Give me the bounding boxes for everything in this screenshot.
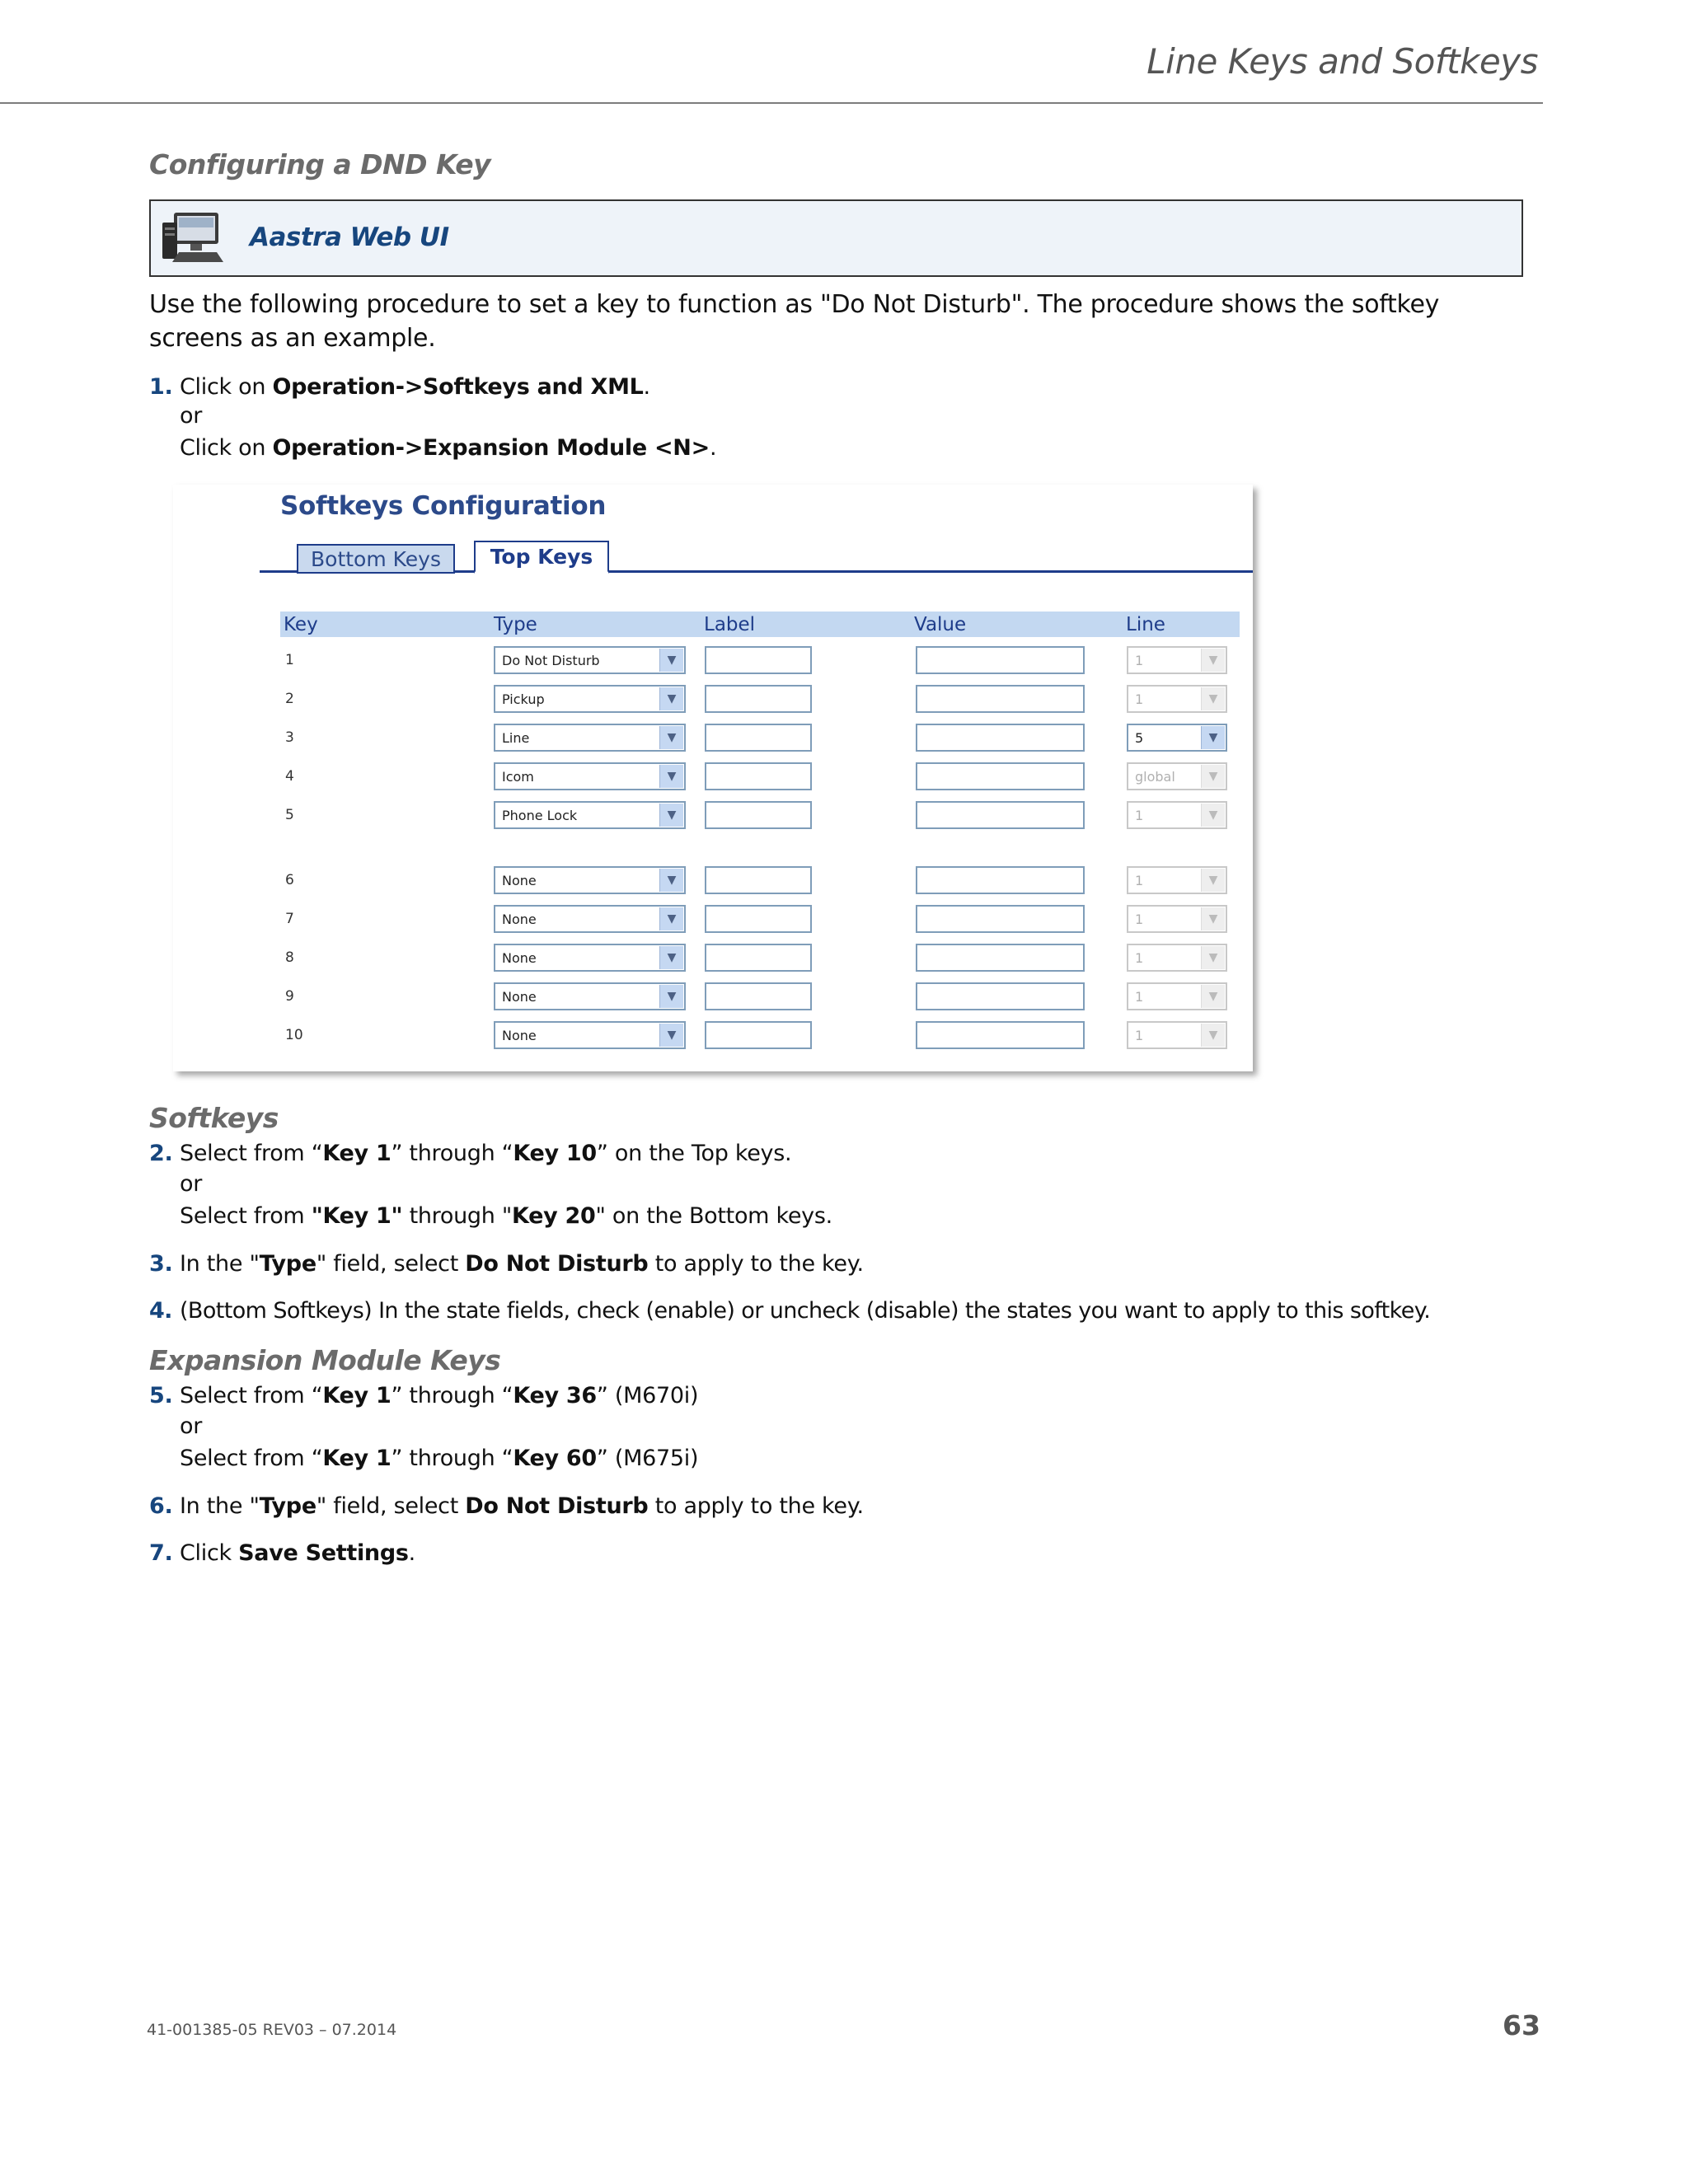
step-number: 1. <box>149 374 173 400</box>
step-text: Select from <box>180 1203 312 1229</box>
tab-top-keys[interactable]: Top Keys <box>474 541 609 574</box>
line-select-value: 1 <box>1135 912 1144 927</box>
key-name: "Key 1" <box>311 1203 403 1229</box>
type-select-value: Icom <box>502 769 534 785</box>
type-select[interactable] <box>494 944 686 972</box>
step-number: 4. <box>149 1298 172 1324</box>
column-header-line: Line <box>1126 614 1165 635</box>
step-text: " on the Bottom keys. <box>595 1203 832 1229</box>
computer-icon <box>161 211 225 269</box>
step-text: to apply to the key. <box>648 1251 864 1277</box>
step-text: Click <box>180 1540 239 1566</box>
line-select <box>1127 685 1227 713</box>
value-input[interactable] <box>916 1021 1085 1049</box>
column-header-value: Value <box>914 614 967 635</box>
step-text: ” through “ <box>391 1383 513 1408</box>
value-input[interactable] <box>916 866 1085 894</box>
type-select-value: Phone Lock <box>502 808 578 823</box>
chevron-down-icon: ▼ <box>1201 985 1225 1008</box>
column-header-type: Type <box>494 614 537 635</box>
running-header-title: Line Keys and Softkeys <box>1146 41 1538 82</box>
chevron-down-icon: ▼ <box>1201 726 1225 749</box>
step-6 <box>149 1493 864 1519</box>
key-number: 4 <box>285 768 294 785</box>
step-5-alt <box>180 1446 698 1471</box>
chevron-down-icon: ▼ <box>1201 649 1225 672</box>
label-input[interactable] <box>705 905 812 933</box>
line-select-value: 5 <box>1135 730 1144 746</box>
document-id: 41-001385-05 REV03 – 07.2014 <box>147 2021 397 2039</box>
value-input[interactable] <box>916 762 1085 790</box>
line-select <box>1127 944 1227 972</box>
chevron-down-icon: ▼ <box>659 985 683 1008</box>
section-title: Configuring a DND Key <box>149 148 491 180</box>
label-input[interactable] <box>705 801 812 829</box>
tab-bottom-keys[interactable]: Bottom Keys <box>297 544 455 574</box>
line-select <box>1127 646 1227 674</box>
step-text: Click on <box>180 435 273 461</box>
step-5-or: or <box>180 1413 203 1439</box>
line-select <box>1127 866 1227 894</box>
value-input[interactable] <box>916 646 1085 674</box>
line-select-value: 1 <box>1135 808 1144 823</box>
page-number: 63 <box>1503 2009 1540 2041</box>
step-number: 6. <box>149 1493 173 1519</box>
chevron-down-icon: ▼ <box>659 726 683 749</box>
step-text: " field, select <box>316 1251 466 1277</box>
softkeys-configuration-screenshot <box>173 485 1253 1071</box>
key-name: Key 60 <box>513 1446 597 1471</box>
screen-title: Softkeys Configuration <box>280 491 607 521</box>
chevron-down-icon: ▼ <box>659 687 683 710</box>
step-1 <box>149 374 650 400</box>
type-select-value: Do Not Disturb <box>502 653 600 668</box>
web-ui-label: Aastra Web UI <box>250 223 449 252</box>
label-input[interactable] <box>705 982 812 1010</box>
step-text: through " <box>402 1203 512 1229</box>
step-text: ” through “ <box>391 1141 513 1166</box>
key-name: Key 20 <box>511 1203 596 1229</box>
type-select[interactable] <box>494 801 686 829</box>
option-name: Do Not Disturb <box>465 1251 649 1277</box>
value-input[interactable] <box>916 801 1085 829</box>
key-number: 2 <box>285 691 294 707</box>
value-input[interactable] <box>916 685 1085 713</box>
line-select-value: 1 <box>1135 989 1144 1005</box>
column-header-label: Label <box>704 614 756 635</box>
step-text: to apply to the key. <box>648 1493 864 1519</box>
step-number: 2. <box>149 1141 173 1166</box>
web-ui-callout <box>149 199 1523 277</box>
step-text: ” (M675i) <box>596 1446 699 1471</box>
chevron-down-icon: ▼ <box>1201 765 1225 788</box>
step-2-alt <box>180 1203 832 1229</box>
value-input[interactable] <box>916 982 1085 1010</box>
step-2 <box>149 1141 792 1166</box>
label-input[interactable] <box>705 762 812 790</box>
step-text: (Bottom Softkeys) In the state fields, check (enable) or uncheck (disable) the states you want to apply to this softkey. <box>180 1298 1431 1324</box>
column-header-key: Key <box>284 614 318 635</box>
key-number: 3 <box>285 729 294 746</box>
button-name: Save Settings <box>238 1540 409 1566</box>
value-input[interactable] <box>916 944 1085 972</box>
type-select[interactable] <box>494 762 686 790</box>
chevron-down-icon: ▼ <box>659 1024 683 1047</box>
step-text: Select from “ <box>180 1141 323 1166</box>
line-select-value: 1 <box>1135 1028 1144 1043</box>
expansion-module-heading: Expansion Module Keys <box>149 1344 501 1376</box>
type-select-value: None <box>502 1028 537 1043</box>
line-select <box>1127 1021 1227 1049</box>
step-number: 7. <box>149 1540 173 1566</box>
chevron-down-icon: ▼ <box>659 907 683 930</box>
line-select-value: 1 <box>1135 950 1144 966</box>
label-input[interactable] <box>705 724 812 752</box>
step-7 <box>149 1540 415 1566</box>
step-text: ” on the Top keys. <box>596 1141 792 1166</box>
key-name: Key 1 <box>322 1383 392 1408</box>
label-input[interactable] <box>705 685 812 713</box>
line-select-value: 1 <box>1135 691 1144 707</box>
key-number: 1 <box>285 652 294 668</box>
key-number: 5 <box>285 807 294 823</box>
chevron-down-icon: ▼ <box>659 649 683 672</box>
menu-path: Operation->Softkeys and XML <box>272 374 644 400</box>
value-input[interactable] <box>916 724 1085 752</box>
field-name: Type <box>259 1251 316 1277</box>
line-select <box>1127 762 1227 790</box>
key-number: 10 <box>285 1027 303 1043</box>
step-5 <box>149 1383 699 1408</box>
label-input[interactable] <box>705 944 812 972</box>
type-select-value: Line <box>502 730 530 746</box>
key-name: Key 1 <box>322 1141 392 1166</box>
step-text: . <box>709 435 717 461</box>
type-select-value: None <box>502 989 537 1005</box>
step-text: In the " <box>180 1493 260 1519</box>
step-text: Select from “ <box>180 1383 323 1408</box>
key-name: Key 10 <box>513 1141 597 1166</box>
line-select <box>1127 905 1227 933</box>
step-text: ” (M670i) <box>596 1383 699 1408</box>
header-rule <box>0 102 1543 104</box>
line-select <box>1127 982 1227 1010</box>
line-select-value: 1 <box>1135 873 1144 888</box>
type-select-value: None <box>502 912 537 927</box>
intro-paragraph: Use the following procedure to set a key to function as "Do Not Disturb". The procedure shows the softkey screens as an example. <box>149 290 1440 353</box>
line-select[interactable] <box>1127 724 1227 752</box>
key-number: 9 <box>285 988 294 1005</box>
step-1-alt <box>180 435 716 461</box>
type-select[interactable] <box>494 982 686 1010</box>
table-header <box>280 612 1240 637</box>
type-select[interactable] <box>494 724 686 752</box>
menu-path: Operation->Expansion Module <N> <box>272 435 710 461</box>
step-4 <box>149 1298 1431 1324</box>
step-text: Click on <box>180 374 273 400</box>
softkeys-heading: Softkeys <box>149 1102 279 1134</box>
step-text: . <box>408 1540 415 1566</box>
chevron-down-icon: ▼ <box>1201 1024 1225 1047</box>
type-select[interactable] <box>494 685 686 713</box>
step-2-or: or <box>180 1171 203 1197</box>
chevron-down-icon: ▼ <box>1201 869 1225 892</box>
line-select-value: 1 <box>1135 653 1144 668</box>
step-text: Select from “ <box>180 1446 323 1471</box>
label-input[interactable] <box>705 866 812 894</box>
value-input[interactable] <box>916 905 1085 933</box>
key-number: 7 <box>285 911 294 927</box>
line-select <box>1127 801 1227 829</box>
step-text: In the " <box>180 1251 260 1277</box>
type-select[interactable] <box>494 866 686 894</box>
chevron-down-icon: ▼ <box>659 804 683 827</box>
key-name: Key 36 <box>513 1383 597 1408</box>
step-text: ” through “ <box>391 1446 513 1471</box>
chevron-down-icon: ▼ <box>659 869 683 892</box>
step-text: . <box>643 374 650 400</box>
option-name: Do Not Disturb <box>465 1493 649 1519</box>
label-input[interactable] <box>705 1021 812 1049</box>
step-1-or: or <box>180 403 203 429</box>
step-text: " field, select <box>316 1493 466 1519</box>
type-select[interactable] <box>494 1021 686 1049</box>
type-select-value: None <box>502 873 537 888</box>
chevron-down-icon: ▼ <box>1201 687 1225 710</box>
type-select-value: Pickup <box>502 691 545 707</box>
chevron-down-icon: ▼ <box>1201 804 1225 827</box>
type-select-value: None <box>502 950 537 966</box>
line-select-value: global <box>1135 769 1175 785</box>
key-number: 8 <box>285 949 294 966</box>
step-number: 5. <box>149 1383 173 1408</box>
chevron-down-icon: ▼ <box>659 765 683 788</box>
chevron-down-icon: ▼ <box>659 946 683 969</box>
field-name: Type <box>259 1493 316 1519</box>
step-number: 3. <box>149 1251 173 1277</box>
key-name: Key 1 <box>322 1446 392 1471</box>
step-3 <box>149 1251 864 1277</box>
chevron-down-icon: ▼ <box>1201 907 1225 930</box>
label-input[interactable] <box>705 646 812 674</box>
type-select[interactable] <box>494 905 686 933</box>
key-number: 6 <box>285 872 294 888</box>
chevron-down-icon: ▼ <box>1201 946 1225 969</box>
type-select[interactable] <box>494 646 686 674</box>
